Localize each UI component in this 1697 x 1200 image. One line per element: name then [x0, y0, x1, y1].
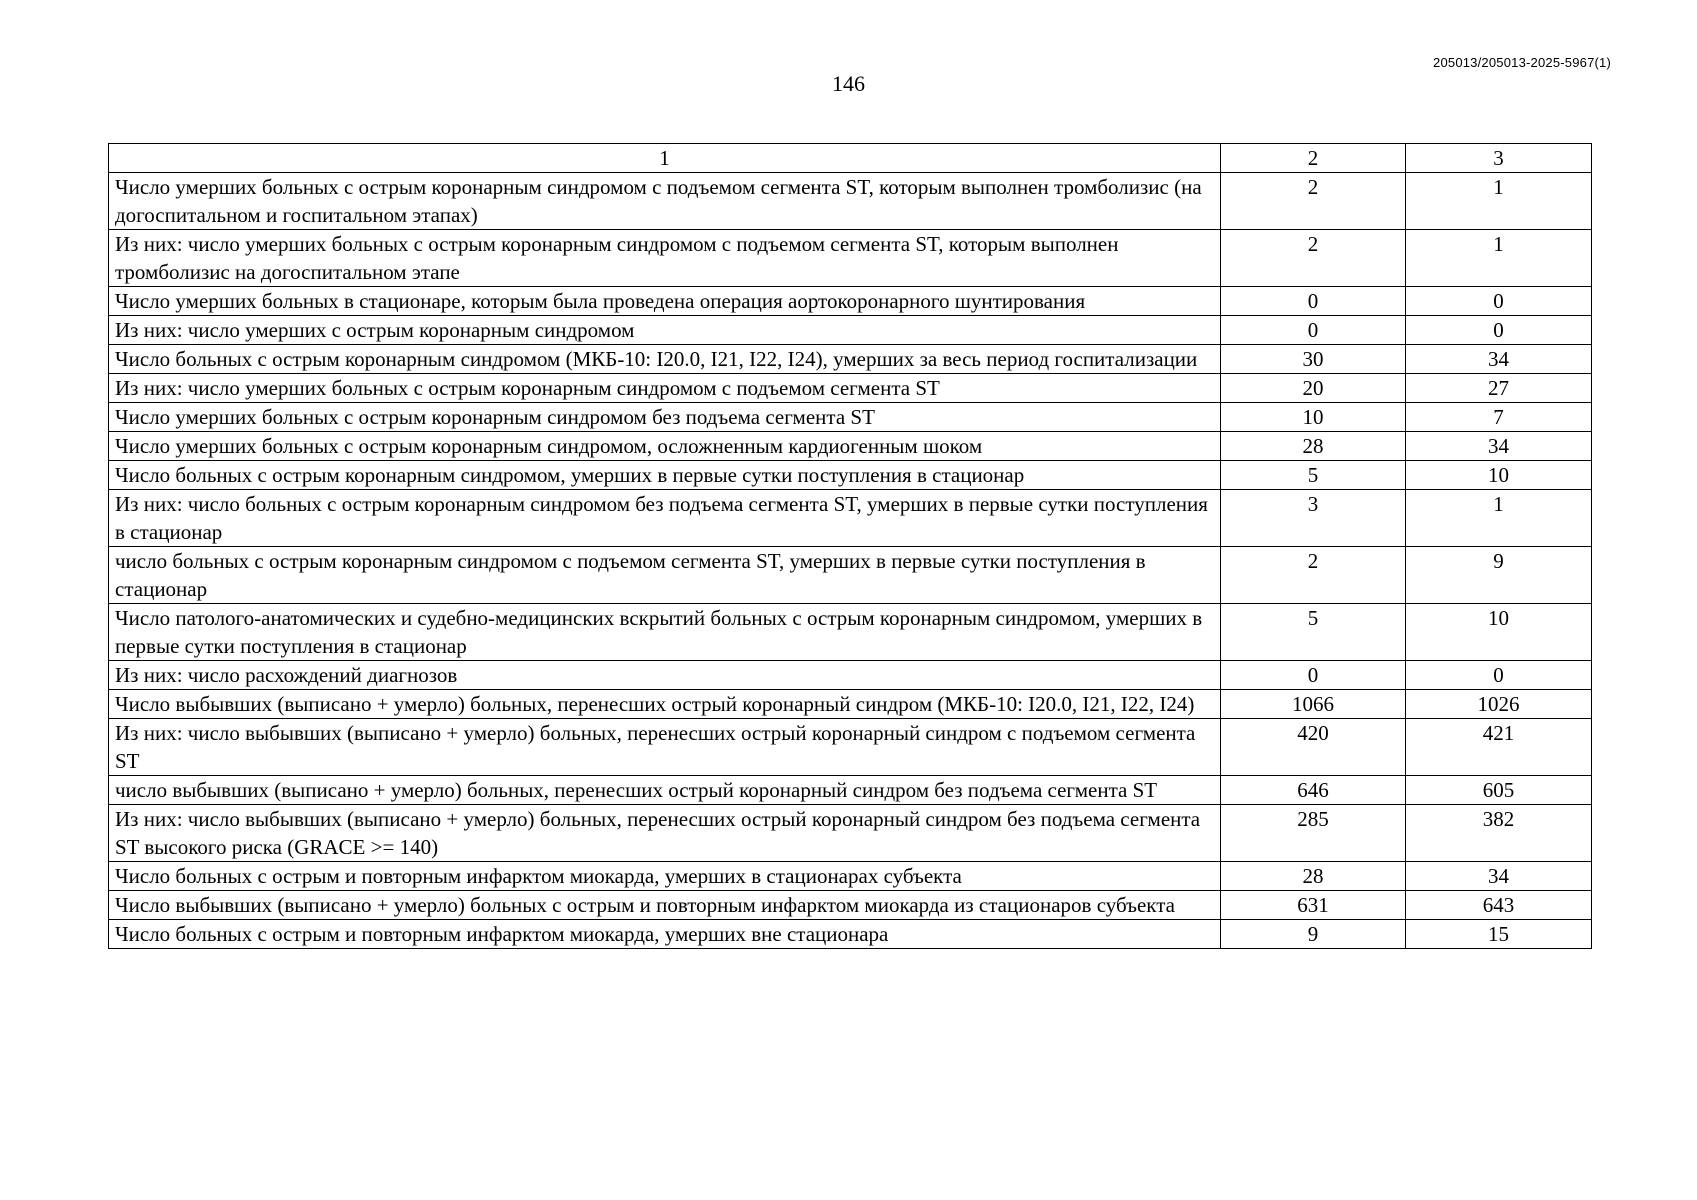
table-row: [109, 173, 1592, 230]
table-row: [109, 805, 1592, 862]
row-label: Из них: число выбывших (выписано + умерло) больных, перенесших острый коронарный синдром без подъема сегмента ST высокого риска (GRACE >= 140): [109, 805, 1221, 862]
row-label: Число умерших больных с острым коронарным синдромом, осложненным кардиогенным шоком: [109, 432, 1221, 461]
row-label: Число больных с острым коронарным синдромом, умерших в первые сутки поступления в стационар: [109, 461, 1221, 490]
row-value-col3: 0: [1406, 661, 1592, 690]
row-value-col3: 34: [1406, 345, 1592, 374]
row-value-col2: 5: [1221, 461, 1406, 490]
row-value-col2: 20: [1221, 374, 1406, 403]
row-value-col3: 1: [1406, 173, 1592, 230]
row-value-col3: 1: [1406, 490, 1592, 547]
row-value-col2: 2: [1221, 173, 1406, 230]
row-value-col3: 1026: [1406, 690, 1592, 719]
row-label: Число больных с острым и повторным инфарктом миокарда, умерших вне стационара: [109, 920, 1221, 949]
table-row: [109, 604, 1592, 661]
table-row: [109, 461, 1592, 490]
column-header-3: 3: [1406, 144, 1592, 173]
row-value-col2: 9: [1221, 920, 1406, 949]
row-value-col2: 2: [1221, 230, 1406, 287]
row-label: Число выбывших (выписано + умерло) больных, перенесших острый коронарный синдром (МКБ-10: I20.0, I21, I22, I24): [109, 690, 1221, 719]
row-value-col3: 7: [1406, 403, 1592, 432]
table-row: [109, 891, 1592, 920]
row-value-col2: 28: [1221, 862, 1406, 891]
row-label: Число больных с острым коронарным синдромом (МКБ-10: I20.0, I21, I22, I24), умерших за весь период госпитализации: [109, 345, 1221, 374]
row-value-col3: 1: [1406, 230, 1592, 287]
row-value-col3: 643: [1406, 891, 1592, 920]
table-row: [109, 776, 1592, 805]
table-row: [109, 547, 1592, 604]
row-label: Из них: число расхождений диагнозов: [109, 661, 1221, 690]
table-row: [109, 862, 1592, 891]
row-value-col3: 27: [1406, 374, 1592, 403]
table-header-row: [109, 144, 1592, 173]
table-row: [109, 374, 1592, 403]
row-label: Из них: число умерших с острым коронарным синдромом: [109, 316, 1221, 345]
row-value-col2: 0: [1221, 316, 1406, 345]
page-number: 146: [832, 71, 865, 96]
row-value-col3: 382: [1406, 805, 1592, 862]
row-value-col2: 2: [1221, 547, 1406, 604]
row-value-col2: 3: [1221, 490, 1406, 547]
table-row: [109, 287, 1592, 316]
table-row: [109, 490, 1592, 547]
row-value-col3: 9: [1406, 547, 1592, 604]
row-label: Число умерших больных в стационаре, которым была проведена операция аортокоронарного шунтирования: [109, 287, 1221, 316]
table-row: [109, 345, 1592, 374]
row-value-col2: 0: [1221, 661, 1406, 690]
table-row: [109, 661, 1592, 690]
row-label: число выбывших (выписано + умерло) больных, перенесших острый коронарный синдром без подъема сегмента ST: [109, 776, 1221, 805]
row-value-col3: 0: [1406, 287, 1592, 316]
row-value-col2: 631: [1221, 891, 1406, 920]
column-header-1: 1: [109, 144, 1221, 173]
statistics-table: [108, 143, 1592, 949]
row-value-col3: 605: [1406, 776, 1592, 805]
row-label: Число умерших больных с острым коронарным синдромом без подъема сегмента ST: [109, 403, 1221, 432]
row-value-col2: 10: [1221, 403, 1406, 432]
row-label: Число патолого-анатомических и судебно-медицинских вскрытий больных с острым коронарным синдромом, умерших в первые сутки поступления в стационар: [109, 604, 1221, 661]
table-row: [109, 719, 1592, 776]
row-label: Число умерших больных с острым коронарным синдромом с подъемом сегмента ST, которым выполнен тромболизис (на догоспитальном и госпитальном этапах): [109, 173, 1221, 230]
row-value-col3: 421: [1406, 719, 1592, 776]
row-value-col3: 34: [1406, 432, 1592, 461]
row-label: Из них: число умерших больных с острым коронарным синдромом с подъемом сегмента ST: [109, 374, 1221, 403]
row-value-col3: 10: [1406, 461, 1592, 490]
table-row: [109, 920, 1592, 949]
row-label: Число выбывших (выписано + умерло) больных с острым и повторным инфарктом миокарда из стационаров субъекта: [109, 891, 1221, 920]
row-value-col2: 5: [1221, 604, 1406, 661]
row-label: Из них: число умерших больных с острым коронарным синдромом с подъемом сегмента ST, которым выполнен тромболизис на догоспитальном этапе: [109, 230, 1221, 287]
document-id: 205013/205013-2025-5967(1): [1433, 55, 1611, 70]
table-row: [109, 403, 1592, 432]
row-value-col2: 0: [1221, 287, 1406, 316]
row-label: число больных с острым коронарным синдромом с подъемом сегмента ST, умерших в первые сутки поступления в стационар: [109, 547, 1221, 604]
table-row: [109, 432, 1592, 461]
row-value-col3: 15: [1406, 920, 1592, 949]
table-row: [109, 230, 1592, 287]
table-row: [109, 316, 1592, 345]
row-value-col2: 285: [1221, 805, 1406, 862]
row-value-col3: 34: [1406, 862, 1592, 891]
row-value-col2: 28: [1221, 432, 1406, 461]
table-row: [109, 690, 1592, 719]
row-label: Число больных с острым и повторным инфарктом миокарда, умерших в стационарах субъекта: [109, 862, 1221, 891]
row-value-col2: 30: [1221, 345, 1406, 374]
row-label: Из них: число выбывших (выписано + умерло) больных, перенесших острый коронарный синдром с подъемом сегмента ST: [109, 719, 1221, 776]
row-label: Из них: число больных с острым коронарным синдромом без подъема сегмента ST, умерших в первые сутки поступления в стационар: [109, 490, 1221, 547]
row-value-col2: 1066: [1221, 690, 1406, 719]
column-header-2: 2: [1221, 144, 1406, 173]
row-value-col3: 0: [1406, 316, 1592, 345]
row-value-col3: 10: [1406, 604, 1592, 661]
row-value-col2: 646: [1221, 776, 1406, 805]
row-value-col2: 420: [1221, 719, 1406, 776]
